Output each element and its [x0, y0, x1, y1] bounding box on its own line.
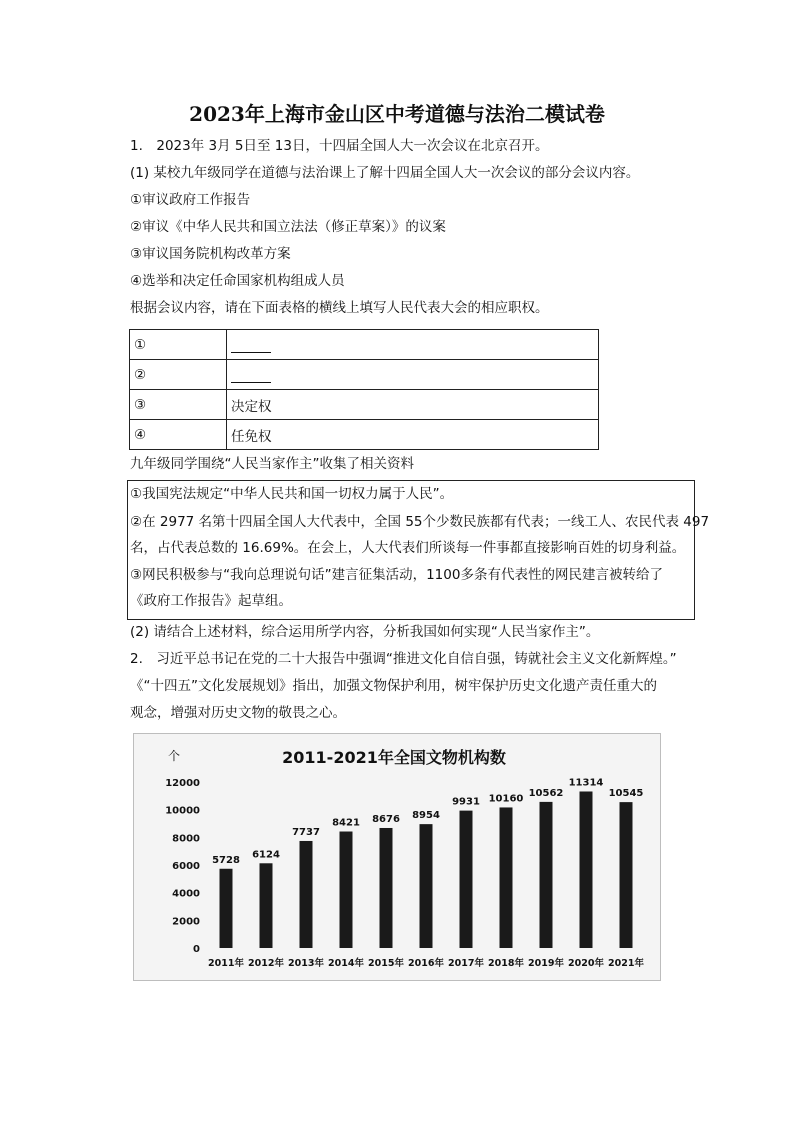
- x-tick-label: 2016年: [408, 958, 444, 969]
- q1-item: ②审议《中华人民共和国立法法（修正草案）》的议案: [130, 219, 446, 235]
- y-tick-label: 12000: [165, 778, 200, 789]
- q1-stem: 1. 2023年 3月 5日至 13日，十四届全国人大一次会议在北京召开。: [130, 138, 549, 154]
- x-tick-label: 2018年: [488, 958, 524, 969]
- q1-item: ③审议国务院机构改革方案: [130, 246, 291, 262]
- chart-svg: [134, 734, 660, 980]
- table-cell-answer: 任免权: [227, 420, 599, 450]
- y-tick-label: 0: [193, 944, 200, 955]
- bar: [420, 824, 433, 948]
- data-label: 6124: [252, 849, 280, 861]
- bar-chart: [133, 733, 661, 981]
- answer-blank[interactable]: [231, 338, 271, 353]
- bar: [260, 863, 273, 948]
- data-label: 11314: [568, 777, 604, 789]
- table-cell-num: ①: [130, 330, 227, 360]
- table-cell-num: ④: [130, 420, 227, 450]
- bar: [380, 828, 393, 948]
- x-tick-label: 2012年: [248, 958, 284, 969]
- q1-sub2: (2) 请结合上述材料，综合运用所学内容，分析我国如何实现“人民当家作主”。: [130, 624, 600, 640]
- bar: [340, 832, 353, 948]
- x-tick-label: 2020年: [568, 958, 604, 969]
- material-box: [127, 480, 710, 620]
- rights-table: [129, 329, 599, 450]
- q2-line: 《“十四五”文化发展规划》指出，加强文物保护利用，树牢保护历史文化遗产责任重大的: [130, 678, 657, 694]
- y-tick-label: 2000: [172, 916, 200, 928]
- q1-sub1: (1) 某校九年级同学在道德与法治课上了解十四届全国人大一次会议的部分会议内容。: [130, 165, 640, 181]
- data-label: 9931: [452, 796, 480, 808]
- table-cell-num: ③: [130, 390, 227, 420]
- q2-line: 2. 习近平总书记在党的二十大报告中强调“推进文化自信自强，铸就社会主义文化新辉煌。”: [130, 651, 677, 667]
- material-line: ①我国宪法规定“中华人民共和国一切权力属于人民”。: [130, 486, 454, 502]
- bar: [460, 811, 473, 948]
- data-label: 8954: [412, 810, 440, 822]
- answer-blank[interactable]: [231, 368, 271, 383]
- y-tick-label: 10000: [165, 805, 200, 817]
- q1-instruction: 根据会议内容，请在下面表格的横线上填写人民代表大会的相应职权。: [130, 300, 549, 316]
- y-tick-label: 4000: [172, 888, 200, 900]
- data-label: 5728: [212, 854, 240, 866]
- chart-title: 2011-2021年全国文物机构数: [282, 748, 506, 767]
- bar: [500, 807, 513, 948]
- x-tick-label: 2019年: [528, 958, 564, 969]
- material-intro: 九年级同学围绕“人民当家作主”收集了相关资料: [130, 456, 414, 472]
- table-row: [130, 360, 599, 390]
- table-row: [130, 330, 599, 360]
- data-label: 7737: [292, 826, 320, 838]
- data-label: 8421: [332, 817, 360, 829]
- x-tick-label: 2011年: [208, 958, 244, 969]
- x-tick-label: 2021年: [608, 958, 644, 969]
- table-row: [130, 390, 599, 420]
- x-tick-label: 2015年: [368, 958, 404, 969]
- q1-item: ①审议政府工作报告: [130, 192, 251, 208]
- bar: [300, 841, 313, 948]
- q2-line: 观念，增强对历史文物的敬畏之心。: [130, 705, 346, 721]
- material-line: 《政府工作报告》起草组。: [130, 593, 292, 609]
- x-tick-label: 2013年: [288, 958, 324, 969]
- data-label: 10545: [608, 788, 644, 800]
- material-line: 名，占代表总数的 16.69%。在会上，人大代表们所谈每一件事都直接影响百姓的切身利益。: [130, 540, 686, 556]
- y-tick-label: 8000: [172, 833, 200, 845]
- bar: [220, 869, 233, 948]
- table-row: [130, 420, 599, 450]
- data-label: 10160: [488, 793, 524, 805]
- data-label: 10562: [528, 787, 564, 799]
- bar: [620, 802, 633, 948]
- q1-item: ④选举和决定任命国家机构组成人员: [130, 273, 345, 289]
- bar: [540, 802, 553, 948]
- data-label: 8676: [372, 813, 400, 825]
- table-cell-answer[interactable]: [227, 360, 599, 390]
- chart-ylabel: 个: [168, 749, 181, 763]
- table-cell-answer: 决定权: [227, 390, 599, 420]
- bar: [580, 791, 593, 948]
- y-tick-label: 6000: [172, 861, 200, 872]
- x-tick-label: 2014年: [328, 958, 364, 969]
- table-cell-answer[interactable]: [227, 330, 599, 360]
- x-tick-label: 2017年: [448, 958, 484, 969]
- table-cell-num: ②: [130, 360, 227, 390]
- page-title: 2023年上海市金山区中考道德与法治二模试卷: [189, 102, 605, 126]
- material-line: ③网民积极参与“我向总理说句话”建言征集活动，1100多条有代表性的网民建言被转给了: [130, 567, 663, 583]
- material-line: ②在 2977 名第十四届全国人大代表中，全国 55个少数民族都有代表；一线工人、农民代表 497: [130, 514, 710, 530]
